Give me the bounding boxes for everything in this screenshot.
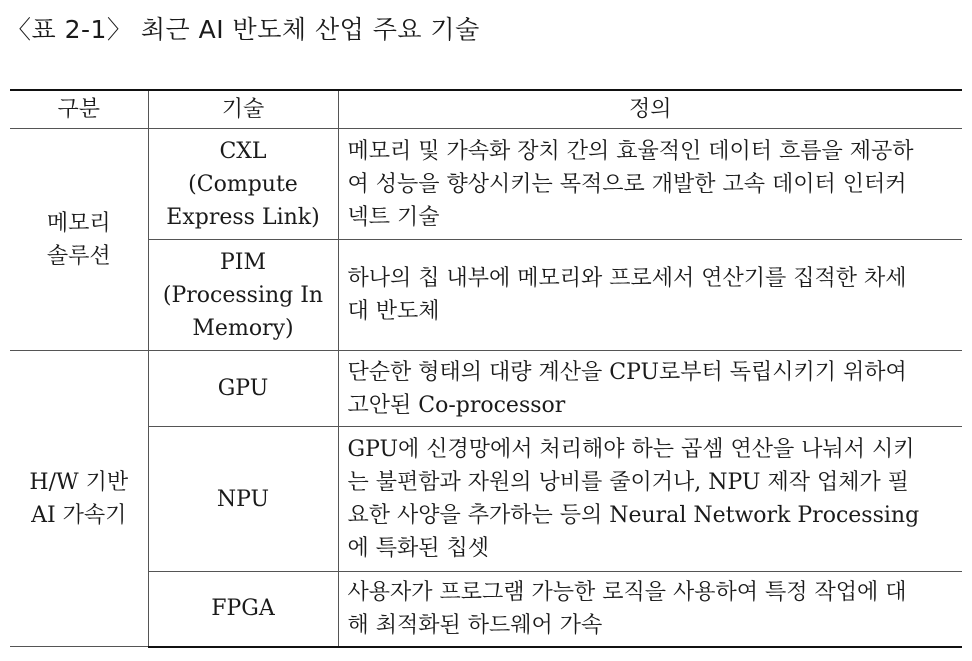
tech-cell-gpu xyxy=(148,351,338,427)
table-row xyxy=(10,351,962,427)
tech-line: (Processing In xyxy=(162,282,324,308)
tech-line: FPGA xyxy=(211,596,275,622)
table-caption: 〈표 2-1〉 최근 AI 반도체 산업 주요 기술 xyxy=(6,15,480,44)
tech-cell-pim xyxy=(148,240,338,351)
header-definition: 정의 xyxy=(338,90,962,129)
definition-line: 고안된 Co-processor xyxy=(347,392,566,418)
definition-line: GPU에 신경망에서 처리해야 하는 곱셈 연산을 나눠서 시키 xyxy=(347,437,915,462)
definition-cell-fpga xyxy=(338,572,962,647)
definition-line: 대 반도체 xyxy=(347,299,440,324)
category-line: 솔루션 xyxy=(46,243,111,269)
definition-cell-pim xyxy=(338,240,962,351)
definition-line: 에 특화된 칩셋 xyxy=(347,536,489,561)
table-row xyxy=(10,129,962,240)
definition-line: 사용자가 프로그램 가능한 로직을 사용하여 특정 작업에 대 xyxy=(347,579,907,605)
header-category: 구분 xyxy=(10,90,148,129)
definition-line: 넥트 기술 xyxy=(347,204,440,230)
definition-line: 하나의 칩 내부에 메모리와 프로세서 연산기를 집적한 차세 xyxy=(347,266,907,291)
tech-line: CXL xyxy=(219,138,267,164)
definition-line: 단순한 형태의 대량 계산을 CPU로부터 독립시키기 위하여 xyxy=(347,359,907,385)
tech-line: NPU xyxy=(216,486,270,512)
tech-line: Express Link) xyxy=(166,204,320,230)
definition-line: 메모리 및 가속화 장치 간의 효율적인 데이터 흐름을 제공하 xyxy=(347,138,914,164)
definition-line: 해 최적화된 하드웨어 가속 xyxy=(347,612,603,638)
definition-cell-cxl xyxy=(338,129,962,240)
table-header-row xyxy=(10,90,962,129)
header-technology: 기술 xyxy=(148,90,338,129)
category-line: AI 가속기 xyxy=(31,502,127,528)
definition-cell-gpu xyxy=(338,351,962,427)
tech-line: Memory) xyxy=(192,315,294,341)
tech-line: (Compute xyxy=(188,171,298,197)
category-cell-memory-solution xyxy=(10,129,148,351)
category-line: 메모리 xyxy=(46,210,111,236)
definition-line: 는 불편함과 자원의 낭비를 줄이거나, NPU 제작 업체가 필 xyxy=(347,470,909,495)
tech-cell-cxl xyxy=(148,129,338,240)
definition-cell-npu xyxy=(338,427,962,572)
tech-line: GPU xyxy=(217,376,269,401)
category-line: H/W 기반 xyxy=(29,469,129,495)
category-cell-hw-ai-accelerator xyxy=(10,351,148,647)
tech-cell-npu xyxy=(148,427,338,572)
definition-line: 요한 사양을 추가하는 등의 Neural Network Processing xyxy=(347,503,920,528)
tech-cell-fpga xyxy=(148,572,338,647)
ai-semiconductor-tech-table xyxy=(10,89,962,648)
tech-line: PIM xyxy=(219,249,267,275)
table-row xyxy=(10,240,962,351)
definition-line: 여 성능을 향상시키는 목적으로 개발한 고속 데이터 인터커 xyxy=(347,171,907,197)
table-row xyxy=(10,427,962,572)
table-row xyxy=(10,572,962,647)
